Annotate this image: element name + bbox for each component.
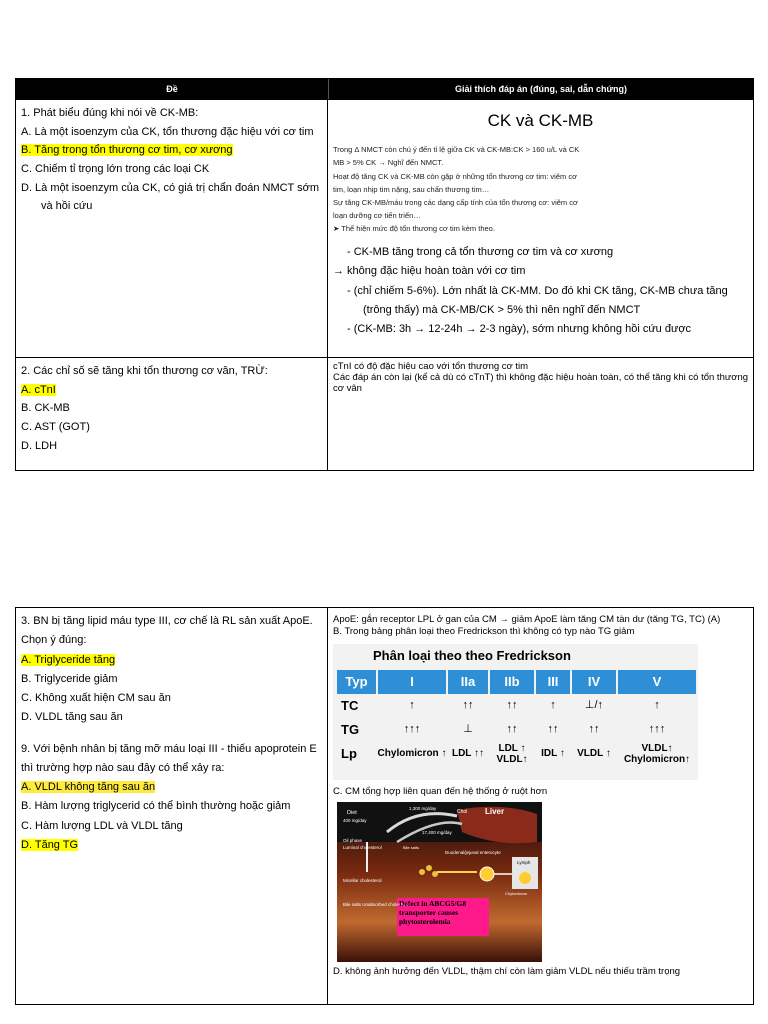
diagram-label: Diet xyxy=(347,809,357,816)
bullet-list xyxy=(333,243,748,339)
diagram-label: Duodenal/jejunal enterocyte xyxy=(445,849,501,855)
explanation-line: C. CM tổng hợp liên quan đến hệ thống ở ruột hơn xyxy=(333,785,548,797)
table-row xyxy=(16,99,753,357)
question-1-text: 1. Phát biểu đúng khi nói về CK-MB: xyxy=(21,107,199,119)
bullet-item: - CK-MB tăng trong cả tổn thương cơ tim và cơ xương xyxy=(347,246,614,259)
fred-cell: ↑ xyxy=(654,698,660,711)
diagram-label: 17,400 mg/day xyxy=(422,829,452,835)
fred-cell: ↑↑↑ xyxy=(648,722,666,735)
fred-cell: ↑↑ xyxy=(506,722,518,735)
slide-line: Trong Δ NMCT còn chú ý đến tỉ lệ giữa CK và CK-MB:CK > 160 u/L và CK xyxy=(333,145,580,155)
diagram-label: Chol xyxy=(457,808,468,815)
fred-header-cell: III xyxy=(535,670,571,694)
q3-option-c: C. Không xuất hiện CM sau ăn xyxy=(21,692,171,704)
diagram-label: Bile salts Unabsorbed cholesterol xyxy=(343,901,410,907)
slide-text xyxy=(333,143,748,235)
explanation-line: ApoE: gắn receptor LPL ở gan của CM → giảm ApoE làm tăng CM tàn dư (tăng TG, TC) (A) xyxy=(333,614,721,625)
fred-cell: TC xyxy=(341,697,359,713)
slide-line: Sự tăng CK-MB/máu trong các dạng cấp tính của tổn thương cơ: viêm cơ xyxy=(333,197,578,207)
bullet-item: → không đặc hiệu hoàn toàn với cơ tim xyxy=(333,265,526,278)
q9-option-d-highlighted: D. Tăng TG xyxy=(21,838,79,851)
q1-option-d: D. Là một isoenzym của CK, có giá trị chẩn đoán NMCT sớm xyxy=(21,181,320,194)
fredrickson-title: Phân loại theo theo Fredrickson xyxy=(373,647,571,663)
slide-line: loạn dưỡng cơ tiến triển… xyxy=(333,210,421,220)
table-row xyxy=(16,608,753,1004)
diagram-svg xyxy=(337,802,542,962)
explanation-1-cell xyxy=(328,100,753,357)
fred-cell: ↑↑ xyxy=(506,698,518,711)
fred-cell: IDL ↑ xyxy=(541,748,565,760)
bullet-item: - (chỉ chiếm 5-6%). Lớn nhất là CK-MM. Do đó khi CK tăng, CK-MB chưa tăng xyxy=(347,284,728,297)
fred-cell: ↑↑↑ xyxy=(403,722,421,735)
diagram-label: Liver xyxy=(485,806,505,816)
cholesterol-absorption-diagram xyxy=(337,802,542,962)
slide-line: tim, loạn nhịp tim nặng, sau chấn thương tim… xyxy=(333,184,490,194)
explanation-line: cTnI có độ đặc hiệu cao với tổn thương cơ tim xyxy=(333,361,529,372)
bullet-item: (trông thấy) mà CK-MB/CK > 5% thì nên nghĩ đến NMCT xyxy=(363,303,641,316)
explanation-3-cell xyxy=(328,608,753,1004)
fred-header-cell: Typ xyxy=(337,670,377,694)
fred-cell: LDL ↑ VLDL↑ xyxy=(496,742,528,765)
header-question: Đề xyxy=(16,79,329,99)
q3-option-a-highlighted: A. Triglyceride tăng xyxy=(21,653,116,666)
slide-line: ➤ Thể hiện mức độ tổn thương cơ tim kèm theo. xyxy=(333,224,495,233)
question-2-cell xyxy=(16,358,328,470)
fred-header-row xyxy=(337,670,697,694)
fred-cell: ↑ xyxy=(409,698,415,711)
q2-option-c: C. AST (GOT) xyxy=(21,421,90,434)
diagram-label: Luminal cholesterol xyxy=(343,844,382,850)
explanation-2-cell xyxy=(328,358,753,470)
fred-cell: ↑↑ xyxy=(462,698,474,711)
question-3-text: 3. BN bị tăng lipid máu type III, cơ chế là RL sản xuất ApoE. Chọn ý đúng: xyxy=(21,615,313,647)
q1-option-a: A. Là một isoenzym của CK, tổn thương đặc hiệu với cơ tim xyxy=(21,125,314,138)
diagram-label: Lymph xyxy=(517,859,531,865)
diagram-label: Micellar cholesterol xyxy=(343,877,382,883)
q2-option-b: B. CK-MB xyxy=(21,402,70,415)
diagram-label: Bile salts xyxy=(403,844,420,850)
q9-option-b: B. Hàm lượng triglycerid có thể bình thường hoặc giảm xyxy=(21,800,291,813)
q1-option-c: C. Chiếm tỉ trọng lớn trong các loại CK xyxy=(21,163,210,176)
explanation-line: Các đáp án còn lại (kể cả dù có cTnT) thì không đặc hiệu hoàn toàn, có thể tăng khi có tổn thương cơ vân xyxy=(333,371,749,394)
fred-header-cell: IIb xyxy=(489,670,535,694)
fred-cell: Lp xyxy=(341,745,357,761)
explanation-line: B. Trong bảng phân loại theo Fredrickson thì không có typ nào TG giảm xyxy=(333,625,635,637)
fred-cell: ⊥ xyxy=(463,722,473,735)
q1-option-d-cont: và hồi cứu xyxy=(41,200,93,213)
table-row xyxy=(16,357,753,470)
bullet-item: - (CK-MB: 3h → 12-24h → 2-3 ngày), sớm nhưng không hồi cứu được xyxy=(347,323,692,336)
fred-cell: ↑ xyxy=(550,698,556,711)
table-1 xyxy=(15,78,754,471)
q2-option-a-highlighted: A. cTnI xyxy=(21,383,56,396)
q9-option-a-highlighted: A. VLDL không tăng sau ăn xyxy=(21,781,156,793)
question-1-cell xyxy=(16,100,328,357)
q3-option-d: D. VLDL tăng sau ăn xyxy=(21,711,123,724)
q1-option-b-highlighted: B. Tăng trong tổn thương cơ tim, cơ xương xyxy=(21,144,233,157)
diagram-label: 400 mg/day xyxy=(343,817,367,823)
question-2-text: 2. Các chỉ số sẽ tăng khi tổn thương cơ vân, TRỪ: xyxy=(21,365,268,377)
fredrickson-table xyxy=(337,670,698,766)
question-9-text: 9. Với bệnh nhân bị tăng mỡ máu loại III - thiếu apoprotein E thì trường hợp nào sau đây có thể xảy ra: xyxy=(21,742,317,774)
question-3-cell xyxy=(16,608,328,1004)
fred-tg-row xyxy=(337,718,697,742)
table-header xyxy=(16,79,753,99)
fred-header-cell: IV xyxy=(571,670,617,694)
fred-cell: ↑↑ xyxy=(588,722,600,735)
fred-cell: VLDL↑ Chylomicron↑ xyxy=(623,742,691,765)
fred-cell: TG xyxy=(341,721,360,737)
diagram-label: Chylomicron xyxy=(505,890,528,896)
fred-header-cell: IIa xyxy=(447,670,489,694)
diagram-label: 1,300 mg/day xyxy=(409,805,437,811)
diagram-label: Oil phase xyxy=(343,837,363,843)
slide-line: Hoạt độ tăng CK và CK-MB còn gặp ở những tổn thương cơ tim: viêm cơ xyxy=(333,171,577,181)
fredrickson-table-figure xyxy=(333,644,698,780)
fred-cell: ↑↑ xyxy=(547,722,559,735)
fred-tc-row xyxy=(337,694,697,718)
table-2 xyxy=(15,607,754,1005)
header-explanation: Giải thích đáp án (đúng, sai, dẫn chứng) xyxy=(454,84,628,94)
fred-lp-row xyxy=(337,742,697,766)
fred-header-cell: I xyxy=(377,670,447,694)
fred-header-cell: V xyxy=(617,670,697,694)
q2-option-d: D. LDH xyxy=(21,439,58,452)
fred-cell: Chylomicron ↑ xyxy=(377,748,447,760)
q3-option-b: B. Triglyceride giảm xyxy=(21,672,118,685)
slide-title: CK và CK-MB xyxy=(487,111,594,130)
fred-cell: VLDL ↑ xyxy=(577,748,611,760)
fred-cell: ⊥/↑ xyxy=(584,698,604,711)
fred-cell: LDL ↑↑ xyxy=(451,748,485,760)
defect-callout: Defect in ABCG5/G8 transporter causes phytosterolemia xyxy=(399,898,467,926)
explanation-line: D. không ảnh hưởng đến VLDL, thậm chí còn làm giảm VLDL nếu thiếu trầm trọng xyxy=(333,965,681,977)
q9-option-c: C. Hàm lượng LDL và VLDL tăng xyxy=(21,819,183,832)
slide-line: MB > 5% CK → Nghĩ đến NMCT. xyxy=(333,158,444,168)
